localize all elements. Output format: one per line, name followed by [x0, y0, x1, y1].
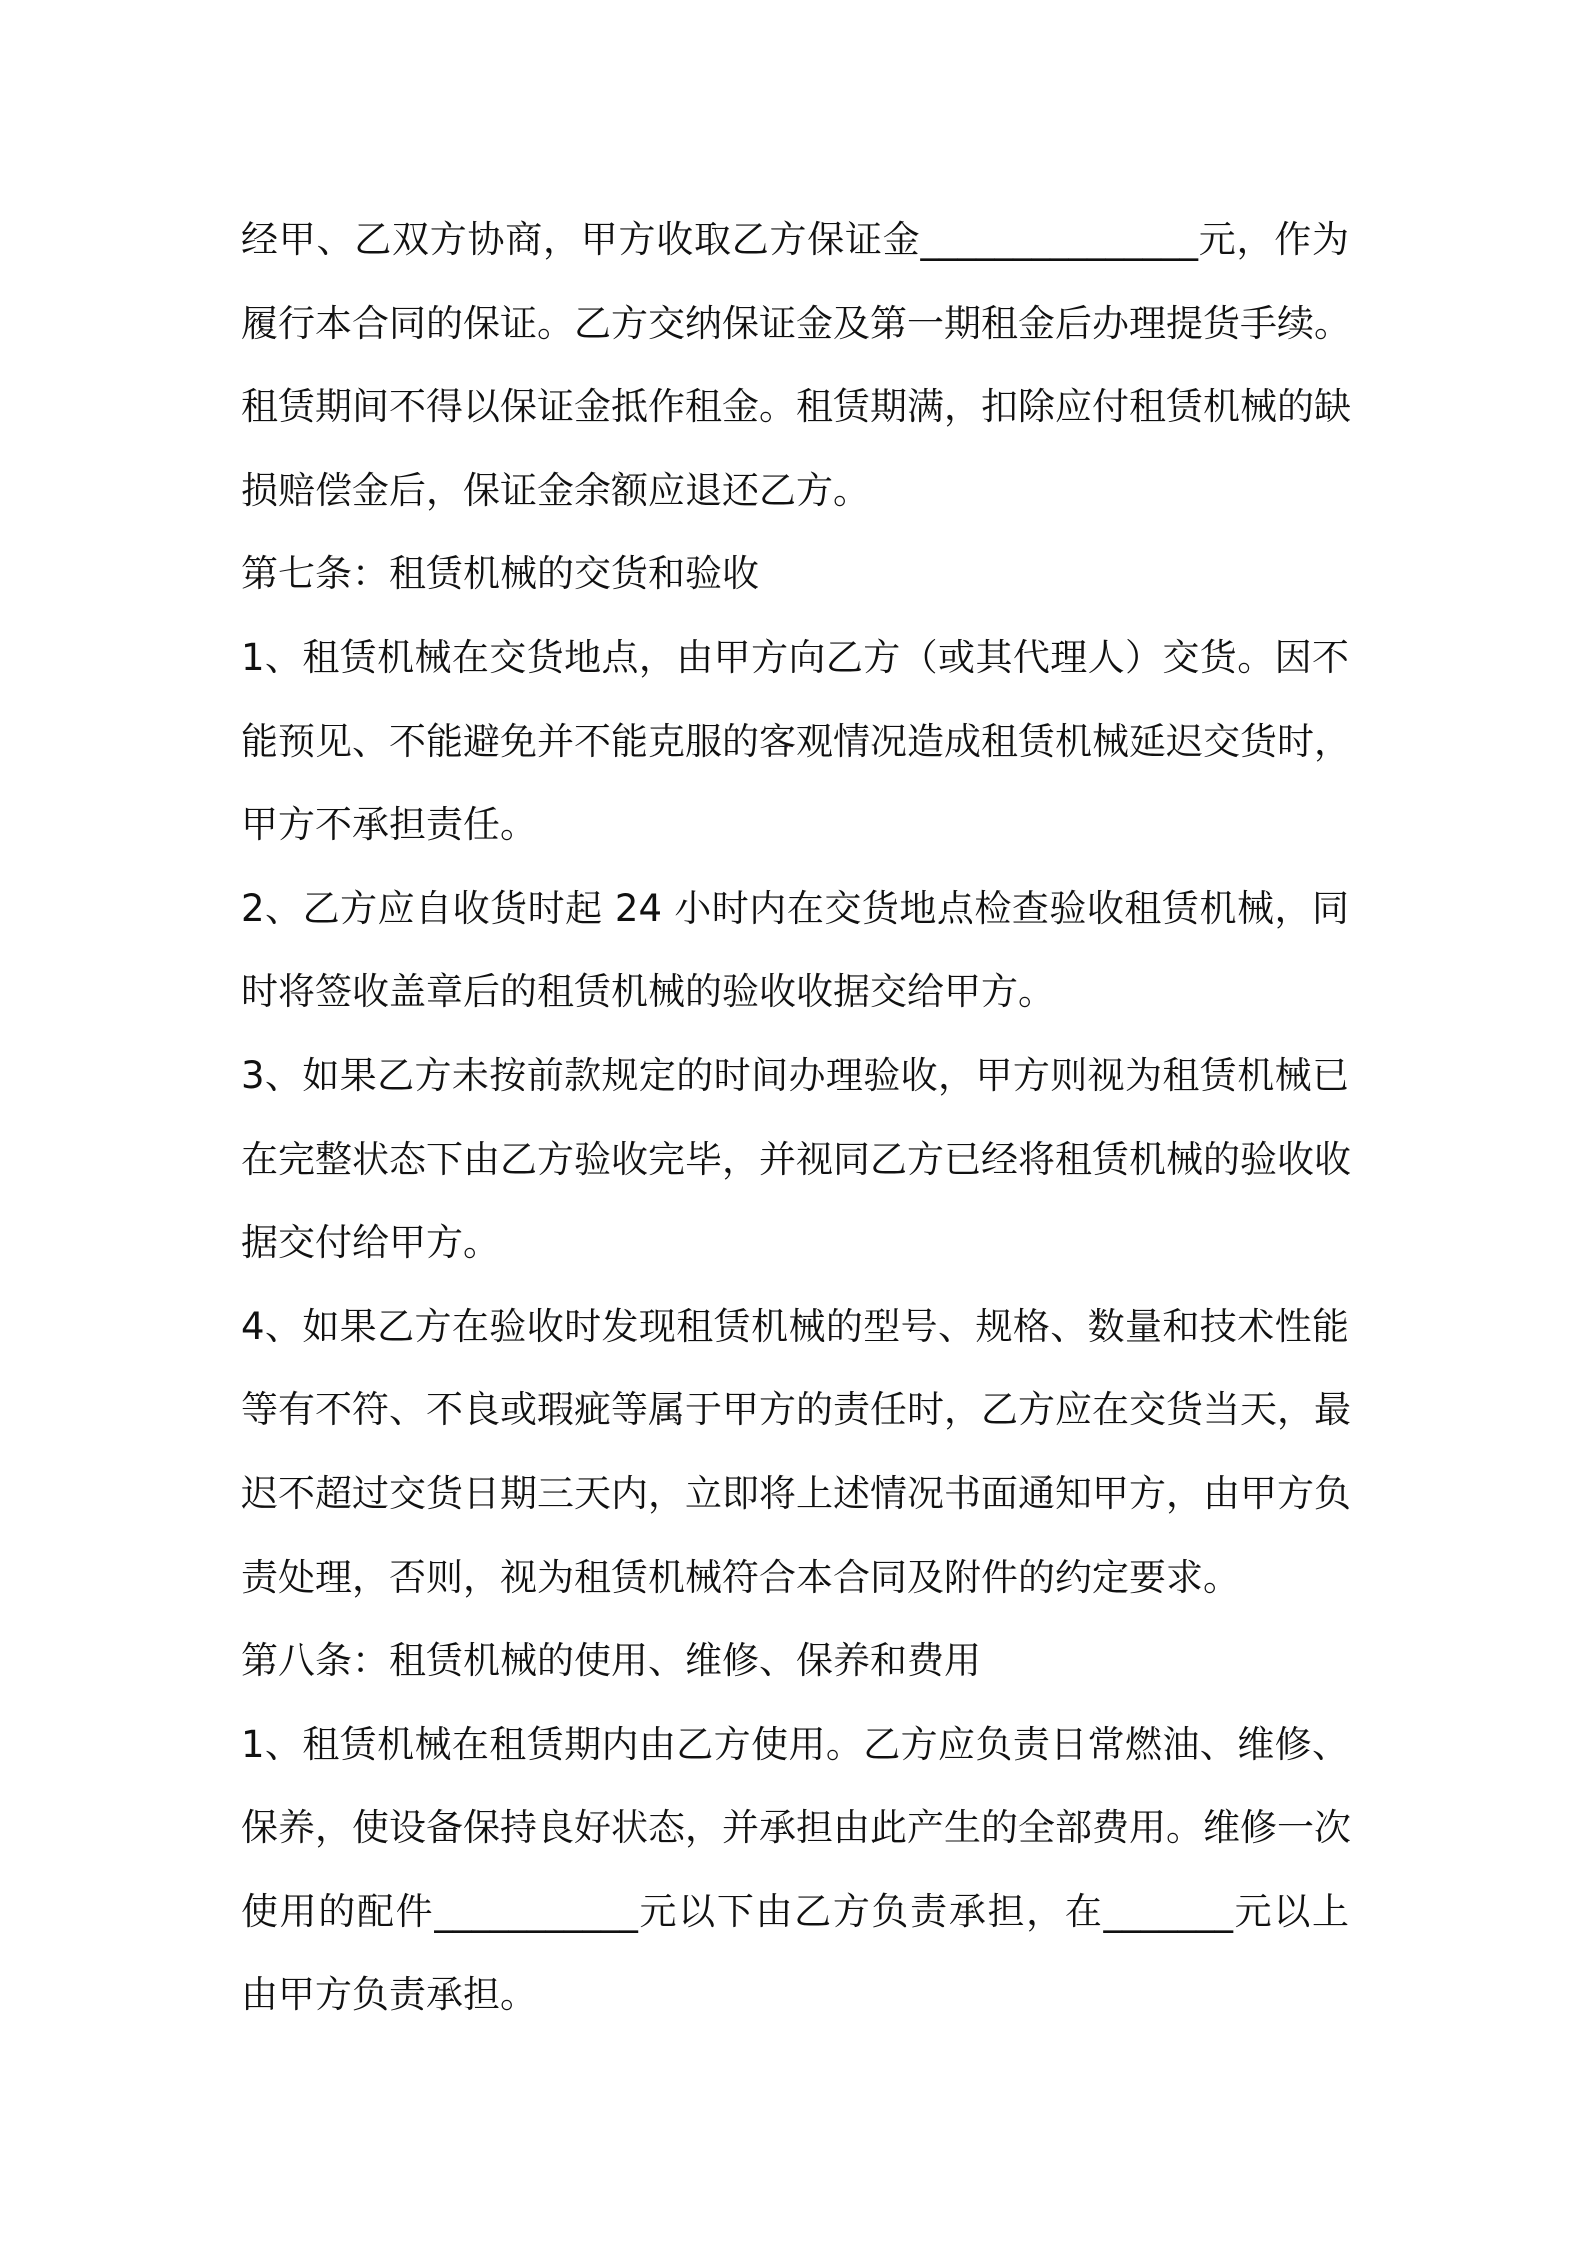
text-line: 保养，使设备保持良好状态，并承担由此产生的全部费用。维修一次	[241, 1806, 1351, 1850]
text-line: 迟不超过交货日期三天内，立即将上述情况书面通知甲方，由甲方负	[241, 1471, 1351, 1515]
text-line: 租赁期间不得以保证金抵作租金。租赁期满，扣除应付租赁机械的缺	[241, 385, 1351, 429]
text-line: 在完整状态下由乙方验收完毕，并视同乙方已经将租赁机械的验收收	[241, 1137, 1351, 1181]
text-line: 责处理，否则，视为租赁机械符合本合同及附件的约定要求。	[241, 1555, 1240, 1599]
text-line: 等有不符、不良或瑕疵等属于甲方的责任时，乙方应在交货当天，最	[241, 1388, 1351, 1432]
text-line: 4、如果乙方在验收时发现租赁机械的型号、规格、数量和技术性能	[241, 1304, 1349, 1348]
text-line: 履行本合同的保证。乙方交纳保证金及第一期租金后办理提货手续。	[241, 301, 1351, 345]
text-line: 由甲方负责承担。	[241, 1973, 537, 2017]
section-heading: 第八条：租赁机械的使用、维修、保养和费用	[241, 1639, 981, 1683]
text-line: 2、乙方应自收货时起 24 小时内在交货地点检查验收租赁机械，同	[241, 886, 1349, 930]
text-line: 3、如果乙方未按前款规定的时间办理验收，甲方则视为租赁机械已	[241, 1053, 1349, 1097]
text-line: 损赔偿金后，保证金余额应退还乙方。	[241, 468, 870, 512]
text-line: 时将签收盖章后的租赁机械的验收收据交给甲方。	[241, 970, 1055, 1014]
text-line: 经甲、乙双方协商，甲方收取乙方保证金_______________元，作为	[241, 218, 1349, 261]
text-line: 甲方不承担责任。	[241, 803, 537, 847]
text-line: 使用的配件___________元以下由乙方负责承担，在_______元以上	[241, 1889, 1349, 1933]
text-line: 据交付给甲方。	[241, 1221, 500, 1265]
text-line: 能预见、不能避免并不能克服的客观情况造成租赁机械延迟交货时，	[241, 719, 1351, 763]
document-page	[241, 198, 1349, 2037]
section-heading: 第七条：租赁机械的交货和验收	[241, 552, 759, 596]
text-line: 1、租赁机械在交货地点，由甲方向乙方（或其代理人）交货。因不	[241, 635, 1349, 679]
text-line: 1、租赁机械在租赁期内由乙方使用。乙方应负责日常燃油、维修、	[241, 1722, 1349, 1766]
